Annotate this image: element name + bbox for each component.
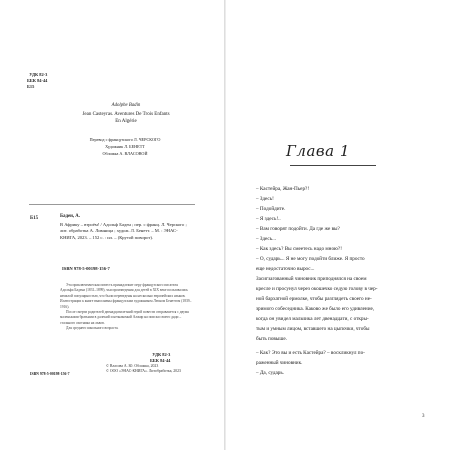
annotation-paragraph: Для среднего школьного возраста.: [66, 326, 119, 331]
catalog-code: Б15: [30, 216, 38, 221]
bbk-line: ББК 84-44: [27, 78, 48, 84]
text-line: раженный чиновник.: [256, 360, 303, 366]
catalog-divider: [29, 204, 195, 205]
udk-block: [27, 72, 47, 91]
copyright-block: [106, 364, 181, 375]
udk-bottom-block: [150, 352, 170, 364]
original-title-line-2: En Algérie: [115, 119, 137, 124]
text-line: кресле и просунул через окошечко седую голову в чер-: [256, 286, 378, 292]
text-line: – Как? Это вы и есть Кастейра? – воскликнул по-: [256, 350, 365, 356]
chapter-heading: Глава 1: [286, 142, 350, 160]
text-line: быть повыше.: [256, 336, 287, 342]
catalog-description: В Африку – втроём! / Адольф Баден ; пер. с франц. Л. Черского ; лит. обработка А. Лимница ; худож. Л. Бенетт. – М. : ЭНАС-КНИГА, 2023. – 152 с. : ил. – (Крутой поворот).: [60, 222, 187, 240]
original-title-line-1: Jean Casteyras. Aventures De Trois Enfants: [82, 112, 170, 117]
text-line: – Здесь!: [256, 196, 274, 202]
text-line: – Как здесь? Вы смеетесь надо мною?!: [256, 246, 342, 252]
isbn-bottom: ISBN 978-5-00198-156-7: [30, 372, 70, 376]
bbk-bottom-line: ББК 84-44: [150, 358, 171, 363]
annotation-paragraph: После смерти родителей двенадцатилетний герой повести отправляется с двумя маленькими братьями в далекий и незнакомый Алжир на поиски своего дяди – стального охотника на львов.: [60, 310, 189, 325]
credit-translator: Перевод с французского Л. ЧЕРСКОГО: [89, 137, 161, 142]
text-line: ной бархатной ермолке, чтобы разглядеть своего не-: [256, 296, 372, 302]
page-number: 3: [422, 414, 425, 419]
right-page: [226, 0, 450, 450]
copyright-line: © ООО «ЭНАС-КНИГА». Литобработка, 2023: [106, 369, 181, 374]
annotation-paragraph: Эта приключенческая повесть принадлежит перу французского писателя Адольфа Бадена (1831–1899), чьи произведения для детей в XIX веке пользовались немалой популярностью, что были переведены на несколько европейских языков. Иллюстрации к книге выполнены французским художником Леоном Бенеттом (1839–1916).: [60, 283, 192, 309]
credit-illustrator: Художник Л. БЕНЕТТ: [105, 144, 145, 149]
text-line: еще недостаточно вырос...: [256, 266, 315, 272]
catalog-isbn: ISBN 978-5-00198-156-7: [62, 266, 110, 271]
text-line: – Да, сударь.: [256, 370, 285, 376]
left-page: [0, 0, 224, 450]
text-line: – Вам говорят подойти. Да где же вы?: [256, 226, 340, 232]
text-line: – О, сударь... Я не могу подойти ближе. Я просто: [256, 256, 365, 262]
text-line: – Здесь...: [256, 236, 276, 242]
code-line: Б15: [27, 84, 35, 90]
copyright-line: © Власова А. Ю. Обложка, 2023: [106, 364, 159, 368]
annotation: [60, 283, 192, 332]
credit-cover: Обложка А. ВЛАСОВОЙ: [102, 151, 148, 156]
text-line: – Я здесь!..: [256, 216, 281, 222]
chapter-underline: [290, 165, 376, 166]
text-line: Засигзагованный чиновник приподнялся на своем: [256, 276, 367, 282]
udk-bottom-line: УДК 82-3: [152, 352, 171, 357]
text-line: – Подойдите.: [256, 206, 286, 212]
catalog-author: Баден, А.: [60, 214, 80, 219]
text-line: – Кастейра, Жан-Пьер?!: [256, 186, 310, 192]
original-author: Adolphe Badin: [111, 103, 141, 108]
text-line: когда он увидел мальчика лет двенадцати, с откры-: [256, 316, 369, 322]
text-line: зримого собеседника. Каково же было его удивление,: [256, 306, 375, 312]
text-line: тым и умным лицом, вставшего на цыпочки, чтобы: [256, 326, 370, 332]
udk-line: УДК 82-3: [29, 72, 48, 77]
